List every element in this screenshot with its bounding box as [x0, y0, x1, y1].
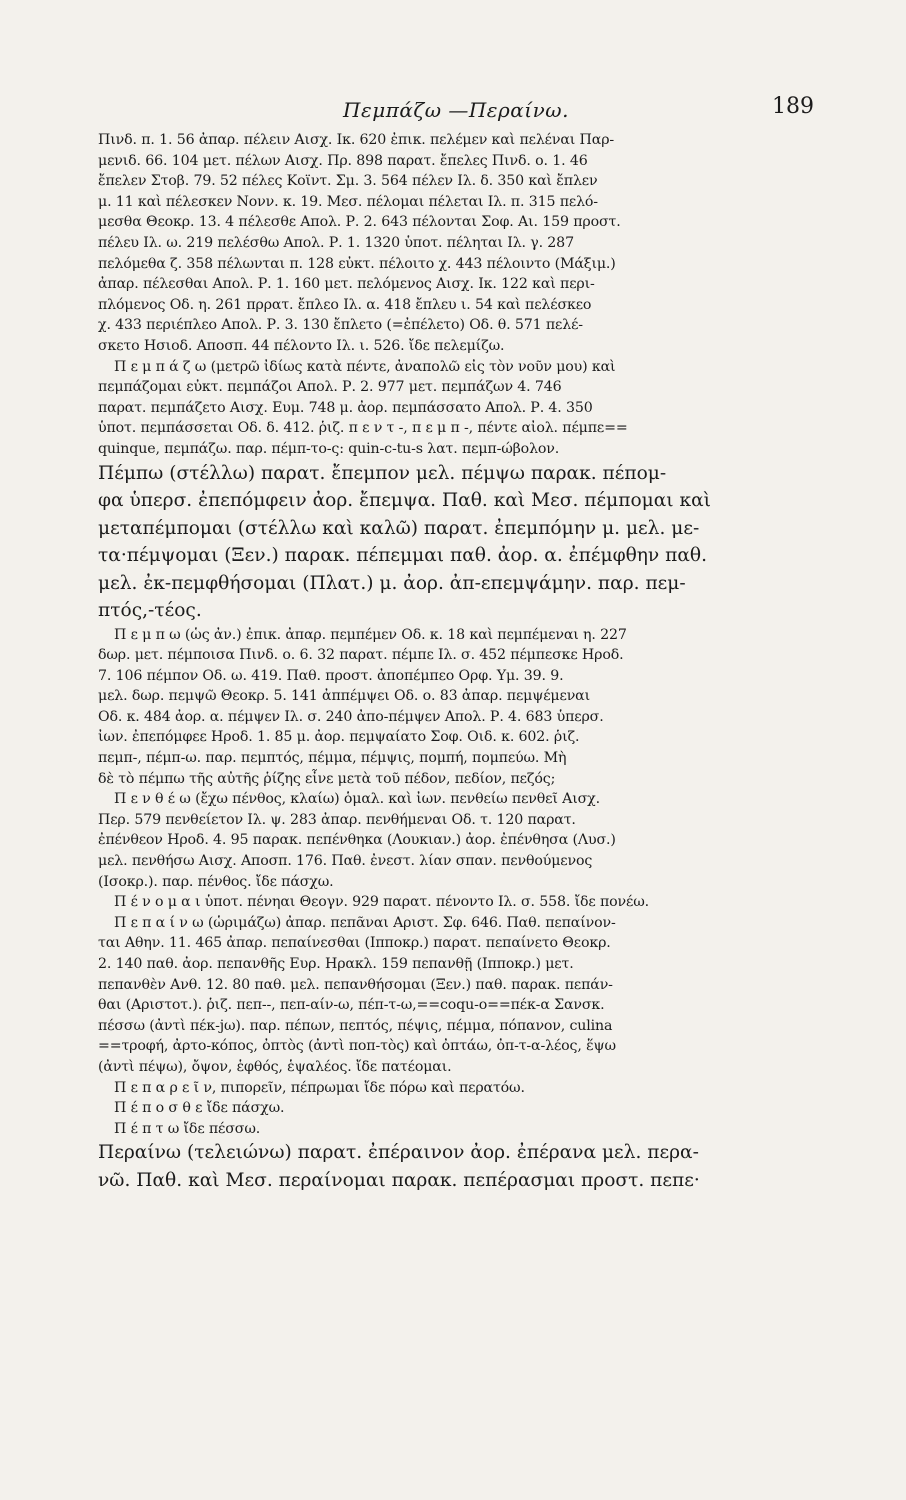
- text-line: ==τροφή, ἀρτο-κόπος, ὀπτὸς (ἀντὶ ποπ-τὸς) καὶ ὀπτάω, ὀπ-τ-α-λέος, ἕψω: [98, 1038, 616, 1055]
- text-line: μεταπέμπομαι (στέλλω καὶ καλῶ) παρατ. ἐπεμπόμην μ. μελ. με-: [98, 517, 700, 539]
- text-line: Π έ π τ ω ἴδε πέσσω.: [114, 1120, 261, 1137]
- text-line: πεπανθὲν Ανθ. 12. 80 παθ. μελ. πεπανθήσομαι (Ξεν.) παθ. παρακ. πεπάν-: [98, 976, 613, 993]
- text-line: μελ. πενθήσω Αισχ. Αποσπ. 176. Παθ. ἐνεστ. λίαν σπαν. πενθούμενος: [98, 853, 593, 870]
- text-line: ἐπένθεον Ηροδ. 4. 95 παρακ. πεπένθηκα (Λουκιαν.) ἀορ. ἐπένθησα (Λυσ.): [98, 832, 616, 849]
- text-line: Οδ. κ. 484 ἀορ. α. πέμψεν Ιλ. σ. 240 ἀπο-πέμψεν Απολ. Ρ. 4. 683 ὑπερσ.: [98, 708, 604, 725]
- text-line: 2. 140 παθ. ἀορ. πεπανθῆς Ευρ. Ηρακλ. 159 πεπανθῇ (Ιπποκρ.) μετ.: [98, 956, 574, 972]
- text-line: μελ. δωρ. πεμψῶ Θεοκρ. 5. 141 ἀππέμψει Οδ. ο. 83 ἀπαρ. πεμψέμεναι: [98, 688, 591, 705]
- text-line: Π ε μ π ω (ὡς ἀν.) ἐπικ. ἀπαρ. πεμπέμεν Οδ. κ. 18 καὶ πεμπέμεναι η. 227: [114, 626, 627, 643]
- text-line: παρατ. πεμπάζετο Αισχ. Ευμ. 748 μ. ἀορ. πεμπάσσατο Απολ. Ρ. 4. 350: [98, 399, 593, 416]
- text-line: πελόμεθα ζ. 358 πέλωνται π. 128 εὐκτ. πέλοιτο χ. 443 πέλοιντο (Μάξιμ.): [98, 255, 616, 272]
- text-line: Π ε μ π ά ζ ω (μετρῶ ἰδίως κατὰ πέντε, ἀναπολῶ εἰς τὸν νοῦν μου) καὶ: [114, 358, 616, 375]
- text-line: μεσθα Θεοκρ. 13. 4 πέλεσθε Απολ. Ρ. 2. 643 πέλονται Σοφ. Αι. 159 προστ.: [98, 214, 621, 231]
- text-line: τα·πέμψομαι (Ξεν.) παρακ. πέπεμμαι παθ. ἀορ. α. ἐπέμφθην παθ.: [98, 545, 708, 566]
- text-line: 7. 106 πέμπον Οδ. ω. 419. Παθ. προστ. ἀποπέμπεο Ορφ. Υμ. 39. 9.: [98, 667, 564, 684]
- dictionary-body: [98, 130, 814, 1194]
- text-line: (Ισοκρ.). παρ. πένθος. ἴδε πάσχω.: [98, 873, 334, 890]
- text-line: quinque, πεμπάζω. παρ. πέμπ-το-ς: quin-c-tu-s λατ. πεμπ-ώβολον.: [98, 440, 560, 457]
- text-line: (ἀντὶ πέψω), ὄψον, ἑφθός, ἑψαλέος. ἴδε πατέομαι.: [98, 1058, 452, 1075]
- text-line: μενιδ. 66. 104 μετ. πέλων Αισχ. Πρ. 898 παρατ. ἔπελες Πινδ. ο. 1. 46: [98, 152, 588, 169]
- text-line: Π ε ν θ έ ω (ἔχω πένθος, κλαίω) ὁμαλ. καὶ ἰων. πενθείω πενθεῖ Αισχ.: [114, 791, 600, 808]
- text-line: Περ. 579 πενθείετον Ιλ. ψ. 283 ἀπαρ. πενθήμεναι Οδ. τ. 120 παρατ.: [98, 811, 576, 828]
- text-line: ἀπαρ. πέλεσθαι Απολ. Ρ. 1. 160 μετ. πελόμενος Αισχ. Ικ. 122 καὶ περι-: [98, 276, 595, 293]
- text-line: ἔπελεν Στοβ. 79. 52 πέλες Κοϊντ. Σμ. 3. 564 πέλεν Ιλ. δ. 350 καὶ ἔπλεν: [98, 173, 598, 190]
- text-line: Π έ ν ο μ α ι ὑποτ. πένηαι Θεογν. 929 παρατ. πένοντο Ιλ. σ. 558. ἴδε πονέω.: [114, 894, 649, 911]
- running-title: Πεμπάζω —Περαίνω.: [343, 98, 569, 122]
- text-line: χ. 433 περιέπλεο Απολ. Ρ. 3. 130 ἔπλετο (=ἐπέλετο) Οδ. θ. 571 πελέ-: [98, 317, 583, 334]
- text-line: πεμπ-, πέμπ-ω. παρ. πεμπτός, πέμμα, πέμψις, πομπή, πομπεύω. Μὴ: [98, 750, 567, 767]
- text-line: πλόμενος Οδ. η. 261 πρρατ. ἔπλεο Ιλ. α. 418 ἔπλευ ι. 54 καὶ πελέσκεο: [98, 296, 592, 313]
- text-line: Π ε π α ρ ε ῖ ν, πιπορεῖν, πέπρωμαι ἴδε πόρω καὶ περατόω.: [114, 1079, 525, 1096]
- text-line: Πινδ. π. 1. 56 ἀπαρ. πέλειν Αισχ. Ικ. 620 ἐπικ. πελέμεν καὶ πελέναι Παρ-: [98, 132, 615, 148]
- text-line: πέσσω (ἀντὶ πέκ-jω). παρ. πέπων, πεπτός, πέψις, πέμμα, πόπανον, culina: [98, 1017, 613, 1034]
- text-line: μελ. ἐκ-πεμφθήσομαι (Πλατ.) μ. ἀορ. ἀπ-επεμψάμην. παρ. πεμ-: [98, 572, 686, 594]
- text-line: πέλευ Ιλ. ω. 219 πελέσθω Απολ. Ρ. 1. 1320 ὑποτ. πέληται Ιλ. γ. 287: [98, 234, 574, 251]
- text-line: μ. 11 καὶ πέλεσκεν Νονν. κ. 19. Μεσ. πέλομαι πέλεται Ιλ. π. 315 πελό-: [98, 193, 598, 210]
- text-line: νῶ. Παθ. καὶ Μεσ. περαίνομαι παρακ. πεπέρασμαι προστ. πεπε·: [98, 1169, 700, 1191]
- text-line: Π έ π ο σ θ ε ἴδε πάσχω.: [114, 1100, 285, 1117]
- text-line: σκετο Ησιοδ. Αποσπ. 44 πέλοντο Ιλ. ι. 526. ἴδε πελεμίζω.: [98, 337, 505, 354]
- text-line: φα ὑπερσ. ἐπεπόμφειν ἀορ. ἔπεμψα. Παθ. καὶ Μεσ. πέμπομαι καὶ: [98, 490, 711, 511]
- text-line: ἰων. ἐπεπόμφεε Ηροδ. 1. 85 μ. ἀορ. πεμψαίατο Σοφ. Οιδ. κ. 602. ῥιζ.: [98, 729, 580, 746]
- text-line: ται Αθην. 11. 465 ἀπαρ. πεπαίνεσθαι (Ιπποκρ.) παρατ. πεπαίνετο Θεοκρ.: [98, 935, 611, 952]
- text-line: πτός,-τέος.: [98, 600, 202, 621]
- page-number: 189: [772, 94, 814, 119]
- page-header: [98, 94, 814, 130]
- text-line: πεμπάζομαι εὐκτ. πεμπάζοι Απολ. Ρ. 2. 977 μετ. πεμπάζων 4. 746: [98, 379, 562, 396]
- text-line: Πέμπω (στέλλω) παρατ. ἔπεμπον μελ. πέμψω παρακ. πέπομ-: [98, 462, 667, 484]
- text-line: ὑποτ. πεμπάσσεται Οδ. δ. 412. ῥιζ. π ε ν τ -, π ε μ π -, πέντε αἰολ. πέμπε==: [98, 420, 628, 437]
- text-line: Π ε π α ί ν ω (ὡριμάζω) ἀπαρ. πεπᾶναι Αριστ. Σφ. 646. Παθ. πεπαίνον-: [114, 914, 616, 931]
- text-line: Περαίνω (τελειώνω) παρατ. ἐπέραινον ἀορ. ἐπέρανα μελ. περα-: [98, 1142, 699, 1164]
- text-line: δωρ. μετ. πέμποισα Πινδ. ο. 6. 32 παρατ. πέμπε Ιλ. σ. 452 πέμπεσκε Ηροδ.: [98, 647, 624, 664]
- text-line: δὲ τὸ πέμπω τῆς αὐτῆς ῥίζης εἶνε μετὰ τοῦ πέδον, πεδίον, πεζός;: [98, 770, 556, 787]
- text-line: θαι (Αριστοτ.). ῥιζ. πεπ--, πεπ-αίν-ω, πέπ-τ-ω,==coqu-o==πέκ-α Σανσκ.: [98, 997, 605, 1014]
